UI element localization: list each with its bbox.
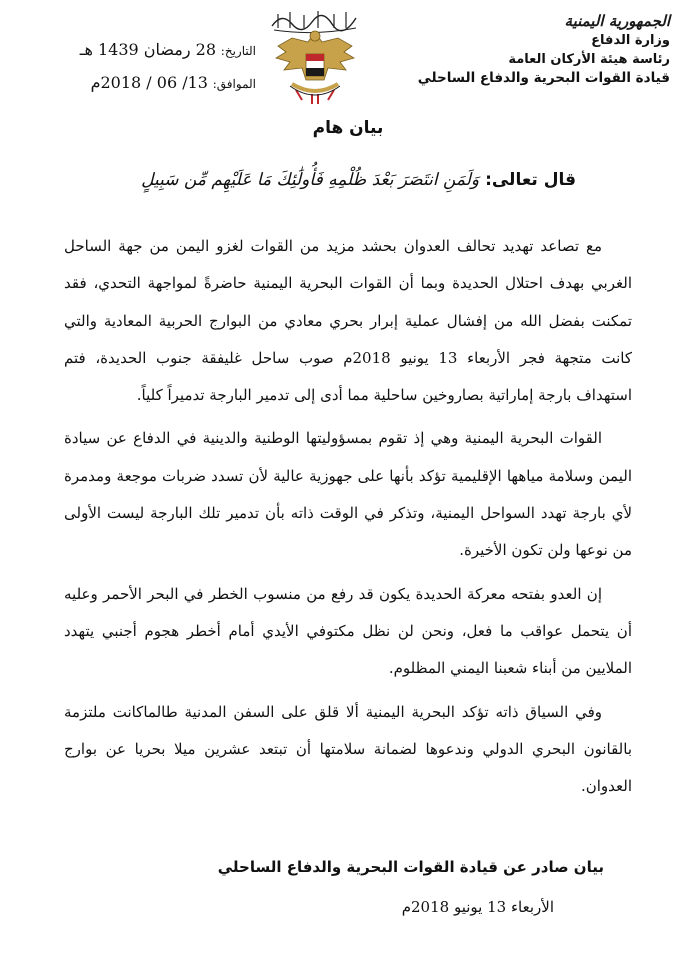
republic-name: الجمهورية اليمنية [564, 12, 670, 30]
general-staff-name: رئاسة هيئة الأركان العامة [508, 52, 670, 67]
gregorian-date-value: 13/ 06 / 2018م [90, 73, 208, 92]
command-name: قيادة القوات البحرية والدفاع الساحلي [417, 70, 670, 86]
hijri-date-label: التاريخ: [220, 44, 256, 58]
emblem [260, 6, 370, 106]
paragraph-2: القوات البحرية اليمنية وهي إذ تقوم بمسؤوليتها الوطنية والدينية في الدفاع عن سيادة اليمن وسلامة مياهها الإقليمية تؤكد بأنها على جهوزية عالية لأن تسدد ضربات موجعة ومدمرة لأي بارجة تهدد السواحل اليمنية، وتذكر في الوقت ذاته بأن تدمير تلك البارجة ليست الأولى من نوعها ولن تكون الأخيرة. [64, 429, 632, 560]
paragraph-4: وفي السياق ذاته تؤكد البحرية اليمنية ألا قلق على السفن المدنية طالماكانت ملتزمة بالقانون البحري الدولي وندعوها لضمانة سلامتها أن تبتعد عشرين ميلا بحريا عن بوارج العدوان. [64, 702, 632, 796]
gregorian-date-label: الموافق: [212, 77, 256, 91]
issuing-authority [410, 12, 670, 88]
gregorian-date-row [26, 67, 256, 100]
statement-body [64, 228, 632, 805]
ministry-name: وزارة الدفاع [591, 33, 670, 48]
paragraph-3: إن العدو بفتحه معركة الحديدة يكون قد رفع من منسوب الخطر في البحر الأحمر وعليه أن يتحمل عواقب ما فعل، ونحن لن نظل مكتوفي الأيدي أمام أخطر هجوم أجنبي يتهدد الملايين من أبناء شعبنا اليمني المظلوم. [64, 584, 632, 678]
statement-title: بيان هام [312, 118, 384, 138]
hijri-date-row [26, 34, 256, 67]
document-dates [26, 34, 256, 100]
verse-intro: قال تعالى: [485, 170, 576, 190]
signature-date: الأربعاء 13 يونيو 2018م [401, 898, 554, 916]
paragraph-1: مع تصاعد تهديد تحالف العدوان بحشد مزيد من القوات لغزو اليمن من جهة الساحل الغربي بهدف احتلال الحديدة وبما أن القوات البحرية اليمنية حاضرةً لمواجهة التحدي، فقد تمكنت بفضل الله من إفشال عملية إبرار بحري معادي من البوارج الحربية المعادية والتي كانت متجهة فجر الأربعاء 13 يونيو 2018م صوب ساحل غليفقة جنوب الحديدة، فتم استهداف بارجة إماراتية بصاروخين ساحلية مما أدى إلى تدمير البارجة تدميراً كلياً. [64, 237, 632, 405]
verse-text: وَلَمَنِ انتَصَرَ بَعْدَ ظُلْمِهِ فَأُولَٰئِكَ مَا عَلَيْهِم مِّن سَبِيلٍ [141, 170, 480, 190]
signature-line: بيان صادر عن قيادة القوات البحرية والدفاع الساحلي [217, 858, 604, 876]
hijri-date-value: 28 رمضان 1439 هـ [79, 40, 217, 59]
quran-verse [116, 170, 576, 190]
yemen-eagle-icon [272, 24, 358, 108]
